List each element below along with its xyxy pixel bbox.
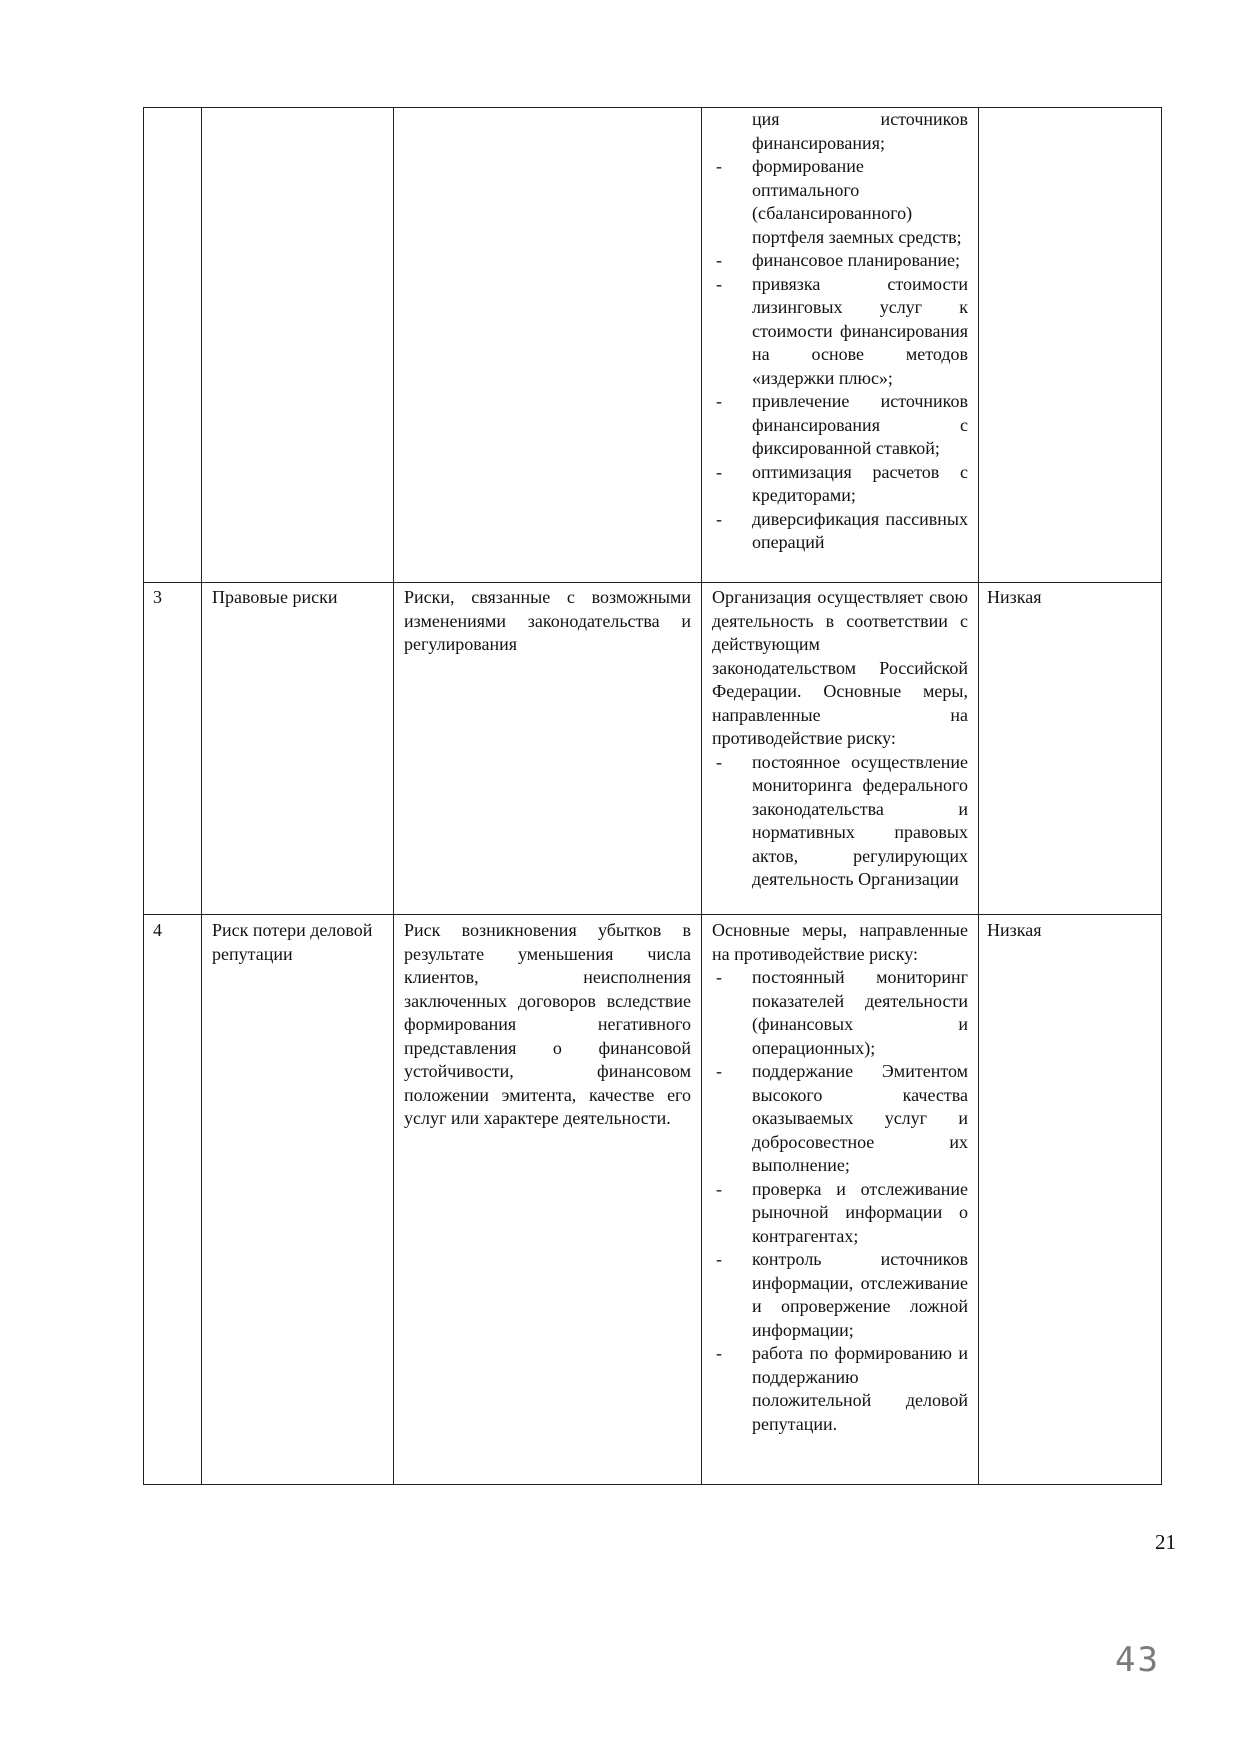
list-item: - постоянное осуществление мониторинга федерального законодательства и нормативных правовых актов, регулирующих деятельность Организации — [712, 751, 968, 892]
list-item: - работа по формированию и поддержанию положительной деловой репутации. — [712, 1342, 968, 1436]
risk-name-cell — [202, 108, 394, 583]
list-item: - диверсификация пассивных операций — [712, 508, 968, 555]
risk-description-cell: Риски, связанные с возможными изменениями законодательства и регулирования — [394, 583, 702, 915]
risk-table — [143, 107, 1162, 1485]
measures-intro: Организация осуществляет свою деятельность в соответствии с действующим законодательством Российской Федерации. Основные меры, направленные на противодействие риску: — [712, 587, 968, 748]
sheet-number-stamp: 43 — [1115, 1640, 1160, 1680]
measures-continuation-text: ция источников финансирования; — [752, 109, 968, 153]
list-item: - формирование оптимального (сбалансированного) портфеля заемных средств; — [712, 155, 968, 249]
table-row — [144, 583, 1162, 915]
list-item: - оптимизация расчетов с кредиторами; — [712, 461, 968, 508]
list-item: - постоянный мониторинг показателей деятельности (финансовых и операционных); — [712, 966, 968, 1060]
measures-list — [712, 155, 968, 555]
list-item: - привлечение источников финансирования с фиксированной ставкой; — [712, 390, 968, 461]
table-row — [144, 108, 1162, 583]
risk-level-cell — [979, 108, 1162, 583]
risk-measures-cell — [702, 915, 979, 1485]
list-item: - привязка стоимости лизинговых услуг к стоимости финансирования на основе методов «издержки плюс»; — [712, 273, 968, 391]
risk-level-cell: Низкая — [979, 583, 1162, 915]
risk-measures-cell — [702, 583, 979, 915]
measures-list — [712, 966, 968, 1436]
risk-description-cell — [394, 108, 702, 583]
risk-name-cell: Риск потери деловой репутации — [202, 915, 394, 1485]
measures-list — [712, 751, 968, 892]
list-item: - финансовое планирование; — [712, 249, 968, 273]
risk-measures-cell — [702, 108, 979, 583]
measures-intro: Основные меры, направленные на противодействие риску: — [712, 920, 968, 964]
row-number-cell: 4 — [144, 915, 202, 1485]
risk-description-cell: Риск возникновения убытков в результате уменьшения числа клиентов, неисполнения заключенных договоров вследствие формирования негативного представления о финансовой устойчивости, финансовом положении эмитента, качестве его услуг или характере деятельности. — [394, 915, 702, 1485]
list-item: - контроль источников информации, отслеживание и опровержение ложной информации; — [712, 1248, 968, 1342]
row-number-cell: 3 — [144, 583, 202, 915]
risk-level-cell: Низкая — [979, 915, 1162, 1485]
risk-name-cell: Правовые риски — [202, 583, 394, 915]
table-row — [144, 915, 1162, 1485]
row-number-cell — [144, 108, 202, 583]
page-number: 21 — [1155, 1530, 1176, 1554]
list-item: - проверка и отслеживание рыночной информации о контрагентах; — [712, 1178, 968, 1249]
list-item: - поддержание Эмитентом высокого качества оказываемых услуг и добросовестное их выполнение; — [712, 1060, 968, 1178]
